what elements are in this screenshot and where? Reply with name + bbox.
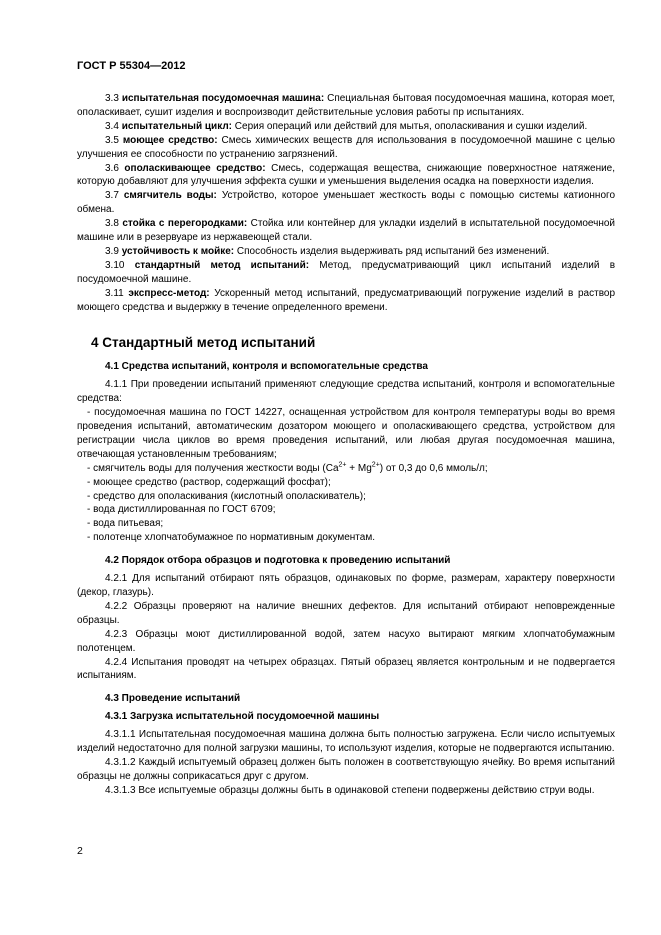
definition-3-8: 3.8 стойка с перегородками: Стойка или контейнер для укладки изделий в испытательной посудомоечной машине или в резервуаре из нержавеющей стали. xyxy=(77,218,616,244)
list-item: - средство для ополаскивания (кислотный ополаскиватель); xyxy=(87,490,366,502)
list-item: - моющее средство (раствор, содержащий фосфат); xyxy=(87,476,331,488)
list-item: - вода питьевая; xyxy=(87,518,164,530)
list-item: - полотенце хлопчатобумажное по нормативным документам. xyxy=(87,532,375,544)
definition-3-3: 3.3 испытательная посудомоечная машина: Специальная бытовая посудомоечная машина, которая моет, ополаскивает, сушит изделия и воспроизводит действительные условия работы пр испытаниях. xyxy=(77,93,616,118)
document-body xyxy=(77,92,615,798)
paragraph-4-3-1-2: 4.3.1.2 Каждый испытуемый образец должен быть положен в соответствующую ячейку. Во время испытаний образцы не должны соприкасаться друг с другом. xyxy=(77,756,615,782)
definition-3-5: 3.5 моющее средство: Смесь химических веществ для использования в посудомоечной машине с целью улучшения ее способности по устранению загрязнений. xyxy=(77,134,615,160)
document-header: ГОСТ Р 55304—2012 xyxy=(77,60,186,72)
list-item: - вода дистиллированная по ГОСТ 6709; xyxy=(87,504,276,516)
section-4-1-title: 4.1 Средства испытаний, контроля и вспомогательные средства xyxy=(105,361,428,373)
paragraph-4-2-2: 4.2.2 Образцы проверяют на наличие внешних дефектов. Для испытаний отбирают неповрежденные образцы. xyxy=(77,600,615,626)
definition-3-4: 3.4 испытательный цикл: Серия операций или действий для мытья, ополаскивания и сушки изделий. xyxy=(105,120,588,132)
paragraph-4-1-1: 4.1.1 При проведении испытаний применяют следующие средства испытаний, контроля и вспомогательные средства: xyxy=(77,379,615,405)
section-4-3-1-title: 4.3.1 Загрузка испытательной посудомоечной машины xyxy=(105,711,380,723)
paragraph-4-3-1-3: 4.3.1.3 Все испытуемые образцы должны быть в одинаковой степени подвержены действию струи воды. xyxy=(105,784,595,796)
paragraph-4-2-1: 4.2.1 Для испытаний отбирают пять образцов, одинаковых по форме, размерам, характеру поверхности (декор, глазурь). xyxy=(77,573,615,598)
paragraph-4-3-1-1: 4.3.1.1 Испытательная посудомоечная машина должна быть полностью загружена. Если число испытуемых изделий недостаточно для полной загрузки машины, то используют изделия, которые не подвергаются испытанию. xyxy=(77,729,615,755)
section-4-title: 4 Стандартный метод испытаний xyxy=(91,334,316,350)
list-item: - посудомоечная машина по ГОСТ 14227, оснащенная устройством для контроля температуры воды во время проведения испытаний, автоматическим дозатором моющего и ополаскивающего средства, устройством для регистрации числа циклов во время проведения испытаний, или любая другая посудомоечная машина, отвечающая установленным требованиям; xyxy=(77,407,615,460)
definition-3-6: 3.6 ополаскивающее средство: Смесь, содержащая вещества, снижающие поверхностное натяжение, которую добавляют для улучшения эффекта сушки и уменьшения выделения осадка на поверхности изделия. xyxy=(77,162,616,188)
list-item-water-softener: - смягчитель воды для получения жесткости воды $(Ca^{2+} + Mg^{2+})$ от 0,3 до 0,6 ммоль/л; xyxy=(87,461,488,474)
paragraph-4-2-3: 4.2.3 Образцы моют дистиллированной водой, затем насухо вытирают мягким хлопчатобумажным полотенцем. xyxy=(77,628,615,654)
section-4-3-title: 4.3 Проведение испытаний xyxy=(105,693,241,705)
section-4-2-title: 4.2 Порядок отбора образцов и подготовка к проведению испытаний xyxy=(105,555,451,567)
page-number: 2 xyxy=(77,845,83,857)
paragraph-4-2-4: 4.2.4 Испытания проводят на четырех образцах. Пятый образец является контрольным и не подвергается испытаниям. xyxy=(77,656,615,682)
definition-3-9: 3.9 устойчивость к мойке: Способность изделия выдерживать ряд испытаний без изменений. xyxy=(105,245,550,257)
definition-3-7: 3.7 смягчитель воды: Устройство, которое уменьшает жесткость воды с помощью системы катионного обмена. xyxy=(77,190,616,216)
definition-3-10: 3.10 стандартный метод испытаний: Метод, предусматривающий цикл испытаний изделий в посудомоечной машине. xyxy=(77,259,616,285)
definition-3-11: 3.11 экспресс-метод: Ускоренный метод испытаний, предусматривающий погружение изделий в раствор моющего средства и выдержку в течение определенного времени. xyxy=(77,287,616,313)
